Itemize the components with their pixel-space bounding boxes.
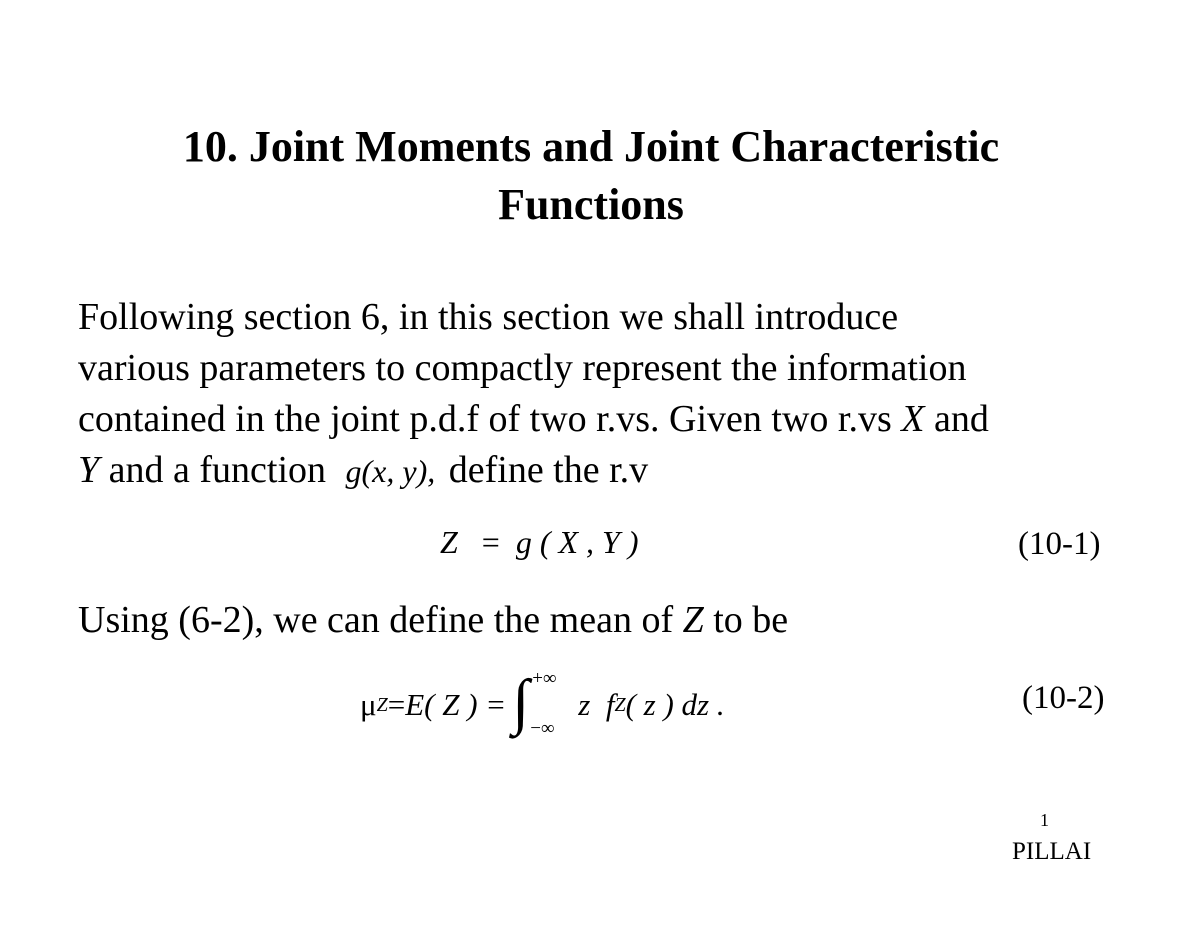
intro-line-4	[78, 445, 1178, 497]
equation-10-1	[440, 524, 639, 561]
title-line-1: 10. Joint Moments and Joint Characteristic	[182, 122, 1000, 171]
eq2-mu: μ	[360, 687, 377, 722]
variable-z: Z	[682, 599, 704, 641]
conjunction-and: and	[924, 398, 989, 440]
eq1-equals: =	[481, 524, 500, 560]
eq1-lhs: Z	[440, 524, 458, 560]
variable-y: Y	[78, 449, 100, 491]
equation-10-2	[360, 670, 725, 740]
title-line-2: Functions	[498, 180, 684, 229]
integral-upper-limit: +∞	[532, 668, 557, 689]
page-number: 1	[1040, 810, 1049, 830]
mean-text-end: to be	[703, 599, 789, 641]
slide-title	[0, 118, 1182, 234]
eq2-integrand-z: z	[578, 687, 591, 722]
intro-line-3-text: contained in the joint p.d.f of two r.vs. Given two r.vs	[78, 398, 902, 440]
equation-number-10-2: (10-2)	[1022, 680, 1105, 716]
eq2-equals: =	[387, 687, 406, 722]
function-g: g(x, y),	[345, 453, 436, 489]
eq2-density-subscript: Z	[614, 693, 626, 716]
author-name: PILLAI	[1012, 838, 1092, 865]
intro-paragraph	[78, 292, 1178, 497]
integral-symbol	[512, 670, 576, 740]
intro-line-1: Following section 6, in this section we shall introduce	[78, 296, 899, 338]
eq2-expectation: E	[405, 687, 425, 722]
eq2-density-arg: ( z ) dz .	[625, 687, 725, 722]
mean-paragraph	[78, 598, 788, 642]
eq1-rhs: g ( X , Y )	[515, 524, 639, 560]
eq2-density: f	[605, 687, 615, 722]
intro-line-3	[78, 394, 1178, 445]
eq2-expectation-arg: ( Z ) =	[424, 687, 507, 722]
variable-x: X	[901, 398, 925, 440]
intro-line-4-end: define the r.v	[439, 449, 649, 491]
integral-lower-limit: −∞	[530, 718, 555, 739]
integral-sign: ∫	[512, 668, 530, 736]
intro-line-2: various parameters to compactly represent the information	[78, 347, 967, 389]
mean-text: Using (6-2), we can define the mean of	[78, 599, 683, 641]
intro-line-4-text: and a function	[99, 449, 336, 491]
eq2-mu-subscript: Z	[376, 693, 388, 716]
equation-number-10-1: (10-1)	[1018, 526, 1101, 562]
